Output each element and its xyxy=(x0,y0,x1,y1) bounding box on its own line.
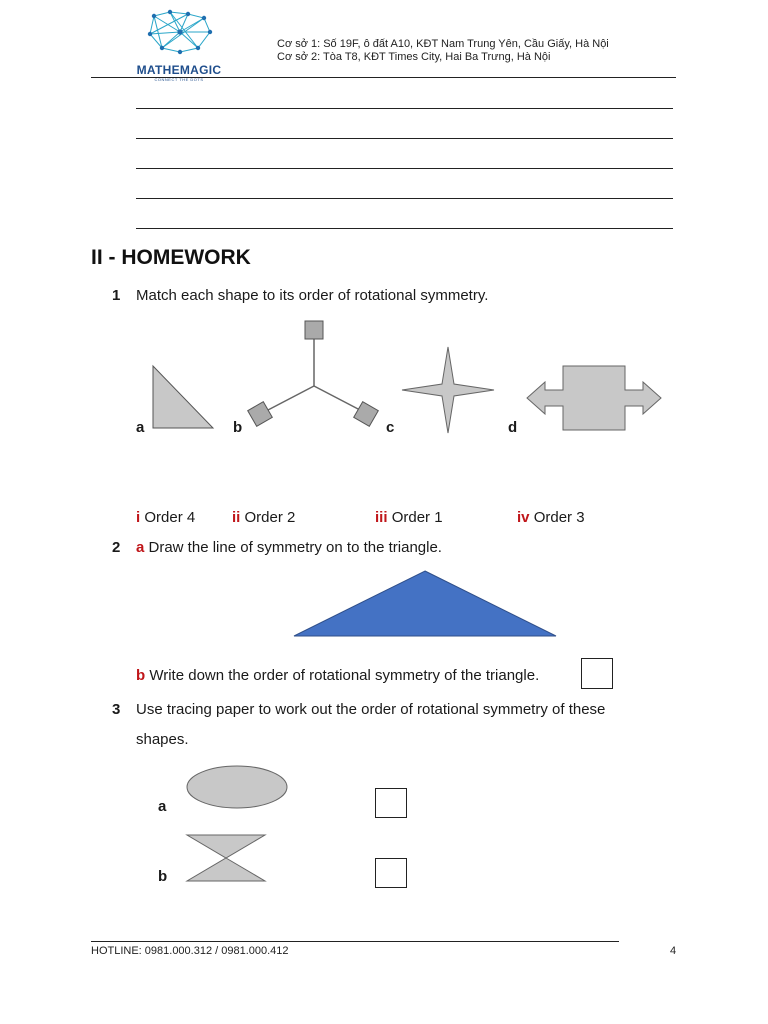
option-i xyxy=(136,509,195,526)
question-text-continued: shapes. xyxy=(136,731,189,748)
logo xyxy=(136,8,222,80)
shape-label-a: a xyxy=(136,419,145,436)
double-arrow-rectangle-icon xyxy=(525,364,663,432)
shape-label-b: b xyxy=(233,419,243,436)
address-block xyxy=(277,38,697,64)
part-text: Write down the order of rotational symmetry of the triangle. xyxy=(149,667,540,684)
option-text: Order 2 xyxy=(244,509,296,526)
logo-text: MATHEMAGIC xyxy=(136,63,222,77)
writing-line xyxy=(136,108,673,109)
option-text: Order 3 xyxy=(533,509,585,526)
option-iii xyxy=(375,509,443,526)
option-text: Order 4 xyxy=(144,509,196,526)
shape-label-c: c xyxy=(386,419,395,436)
network-logo-icon xyxy=(136,8,222,58)
writing-line xyxy=(136,168,673,169)
shape-label-a: a xyxy=(158,798,167,815)
footer-rule xyxy=(91,941,619,942)
option-numeral: i xyxy=(136,509,141,526)
question-number: 1 xyxy=(112,287,121,304)
part-text: Draw the line of symmetry on to the triangle. xyxy=(148,539,442,556)
option-ii xyxy=(232,509,295,526)
section-heading: II - HOMEWORK xyxy=(91,246,251,269)
page-number: 4 xyxy=(670,945,677,957)
hourglass-icon xyxy=(184,833,268,883)
header-rule xyxy=(91,77,676,78)
writing-line xyxy=(136,138,673,139)
writing-line xyxy=(136,228,673,229)
answer-box[interactable] xyxy=(581,658,613,689)
option-iv xyxy=(517,509,585,526)
hotline: HOTLINE: 0981.000.312 / 0981.000.412 xyxy=(91,945,289,957)
ellipse-icon xyxy=(184,763,290,811)
shape-label-b: b xyxy=(158,868,168,885)
address-line-2: Cơ sở 2: Tòa T8, KĐT Times City, Hai Ba Trưng, Hà Nội xyxy=(277,51,551,63)
answer-box[interactable] xyxy=(375,788,407,818)
question-text: Use tracing paper to work out the order of rotational symmetry of these xyxy=(136,701,606,718)
right-triangle-icon xyxy=(150,363,216,431)
part-label: a xyxy=(136,539,145,556)
three-arm-squares-icon xyxy=(246,318,382,430)
question-text: Match each shape to its order of rotational symmetry. xyxy=(136,287,489,304)
option-text: Order 1 xyxy=(391,509,443,526)
q2b-line xyxy=(136,667,539,684)
answer-box[interactable] xyxy=(375,858,407,888)
question-number: 3 xyxy=(112,701,121,718)
option-numeral: iii xyxy=(375,509,388,526)
q2a-line xyxy=(136,539,442,556)
isosceles-triangle-icon xyxy=(292,569,558,639)
part-label: b xyxy=(136,667,146,684)
address-line-1: Cơ sở 1: Số 19F, ô đất A10, KĐT Nam Trung Yên, Cầu Giấy, Hà Nội xyxy=(277,38,609,50)
option-numeral: ii xyxy=(232,509,241,526)
shape-label-d: d xyxy=(508,419,518,436)
writing-line xyxy=(136,198,673,199)
four-point-star-icon xyxy=(400,345,496,435)
question-number: 2 xyxy=(112,539,121,556)
option-numeral: iv xyxy=(517,509,530,526)
logo-tagline: CONNECT THE DOTS xyxy=(154,77,204,82)
